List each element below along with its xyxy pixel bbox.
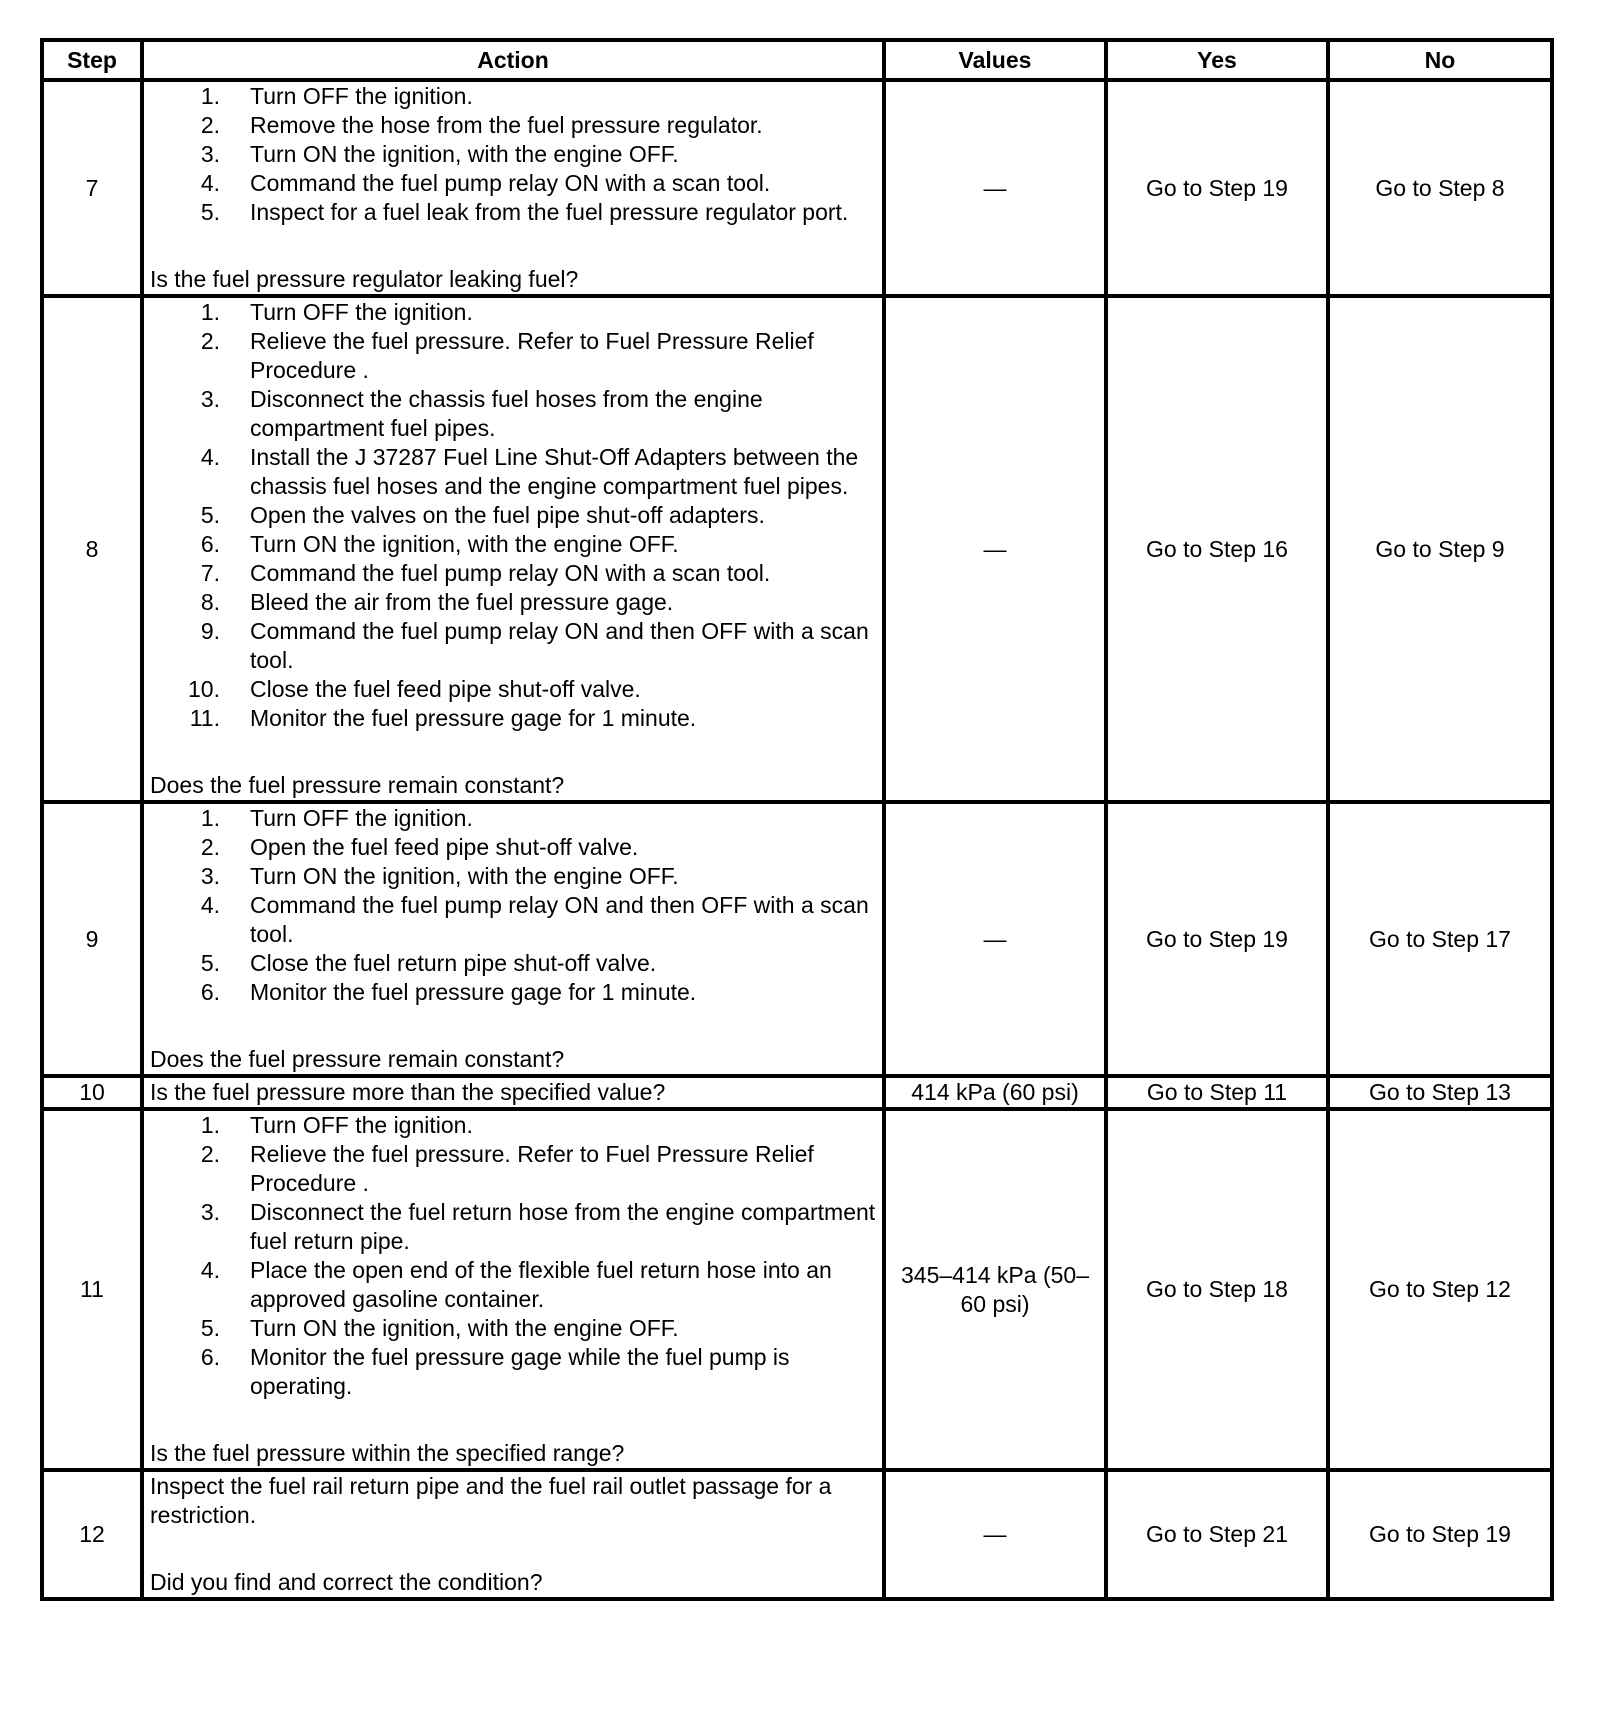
list-item: 2. Relieve the fuel pressure. Refer to Fuel Pressure Relief Procedure .: [200, 1141, 814, 1196]
yes-cell: Go to Step 19: [1106, 80, 1328, 296]
table-row: [42, 1109, 1552, 1470]
value-cell: —: [884, 1470, 1106, 1599]
list-item: 1. Turn OFF the ignition.: [200, 299, 473, 325]
list-item: 11. Monitor the fuel pressure gage for 1 minute.: [189, 705, 697, 731]
list-item: 4. Place the open end of the flexible fuel return hose into an approved gasoline container.: [200, 1257, 832, 1312]
action-cell: [142, 1109, 884, 1470]
list-item: 5. Close the fuel return pipe shut-off valve.: [200, 950, 657, 976]
list-item: 4. Install the J 37287 Fuel Line Shut-Off Adapters between the chassis fuel hoses and the engine compartment fuel pipes.: [200, 444, 859, 499]
value-cell: —: [884, 802, 1106, 1076]
no-cell: Go to Step 12: [1328, 1109, 1552, 1470]
value-cell: 345–414 kPa (50–60 psi): [884, 1109, 1106, 1470]
question-text: Is the fuel pressure regulator leaking fuel?: [150, 266, 579, 292]
action-cell: [142, 802, 884, 1076]
header-step: Step: [42, 40, 142, 80]
question-text: Is the fuel pressure within the specified range?: [150, 1440, 625, 1466]
list-item: 3. Turn ON the ignition, with the engine OFF.: [200, 141, 679, 167]
yes-cell: Go to Step 19: [1106, 802, 1328, 1076]
action-list: [150, 1111, 876, 1401]
list-item: 1. Turn OFF the ignition.: [200, 1112, 473, 1138]
list-item: 2. Remove the hose from the fuel pressure regulator.: [200, 112, 763, 138]
table-row: [42, 802, 1552, 1076]
action-cell: [142, 1076, 884, 1109]
step-number: 12: [42, 1470, 142, 1599]
value-cell: —: [884, 296, 1106, 802]
yes-cell: Go to Step 18: [1106, 1109, 1328, 1470]
question-text: Does the fuel pressure remain constant?: [150, 772, 565, 798]
header-row: [42, 40, 1552, 80]
header-values: Values: [884, 40, 1106, 80]
action-cell: [142, 80, 884, 296]
no-cell: Go to Step 19: [1328, 1470, 1552, 1599]
list-item: 3. Disconnect the chassis fuel hoses from the engine compartment fuel pipes.: [200, 386, 763, 441]
no-cell: Go to Step 13: [1328, 1076, 1552, 1109]
list-item: 5. Inspect for a fuel leak from the fuel pressure regulator port.: [200, 199, 849, 225]
list-item: 3. Disconnect the fuel return hose from the engine compartment fuel return pipe.: [200, 1199, 876, 1254]
no-cell: Go to Step 17: [1328, 802, 1552, 1076]
no-cell: Go to Step 9: [1328, 296, 1552, 802]
value-cell: —: [884, 80, 1106, 296]
yes-cell: Go to Step 21: [1106, 1470, 1328, 1599]
list-item: 1. Turn OFF the ignition.: [200, 805, 473, 831]
header-yes: Yes: [1106, 40, 1328, 80]
question-text: Does the fuel pressure remain constant?: [150, 1046, 565, 1072]
list-item: 4. Command the fuel pump relay ON and then OFF with a scan tool.: [200, 892, 869, 947]
action-list: [150, 804, 876, 1007]
header-no: No: [1328, 40, 1552, 80]
header-action: Action: [142, 40, 884, 80]
list-item: 6. Monitor the fuel pressure gage while the fuel pump is operating.: [200, 1344, 790, 1399]
list-item: 9. Command the fuel pump relay ON and then OFF with a scan tool.: [200, 618, 869, 673]
step-number: 10: [42, 1076, 142, 1109]
yes-cell: Go to Step 16: [1106, 296, 1328, 802]
action-cell: [142, 1470, 884, 1599]
list-item: 2. Open the fuel feed pipe shut-off valve.: [200, 834, 639, 860]
action-list: [150, 298, 876, 733]
list-item: 10. Close the fuel feed pipe shut-off valve.: [188, 676, 641, 702]
step-number: 11: [42, 1109, 142, 1470]
list-item: 5. Open the valves on the fuel pipe shut-off adapters.: [200, 502, 765, 528]
action-list: [150, 82, 876, 227]
action-text: Inspect the fuel rail return pipe and the fuel rail outlet passage for a restriction.: [150, 1473, 832, 1528]
question-text: Did you find and correct the condition?: [150, 1569, 543, 1595]
question-text: Is the fuel pressure more than the specified value?: [150, 1079, 666, 1105]
list-item: 8. Bleed the air from the fuel pressure gage.: [200, 589, 674, 615]
yes-cell: Go to Step 11: [1106, 1076, 1328, 1109]
list-item: 4. Command the fuel pump relay ON with a scan tool.: [200, 170, 771, 196]
list-item: 6. Turn ON the ignition, with the engine OFF.: [200, 531, 679, 557]
diagnostic-table: [40, 38, 1554, 1601]
step-number: 8: [42, 296, 142, 802]
list-item: 5. Turn ON the ignition, with the engine OFF.: [200, 1315, 679, 1341]
list-item: 2. Relieve the fuel pressure. Refer to Fuel Pressure Relief Procedure .: [200, 328, 814, 383]
step-number: 9: [42, 802, 142, 1076]
no-cell: Go to Step 8: [1328, 80, 1552, 296]
table-row: [42, 1470, 1552, 1599]
table-row: [42, 1076, 1552, 1109]
table-row: [42, 80, 1552, 296]
step-number: 7: [42, 80, 142, 296]
list-item: 6. Monitor the fuel pressure gage for 1 minute.: [200, 979, 697, 1005]
list-item: 3. Turn ON the ignition, with the engine OFF.: [200, 863, 679, 889]
list-item: 7. Command the fuel pump relay ON with a scan tool.: [200, 560, 771, 586]
value-cell: 414 kPa (60 psi): [884, 1076, 1106, 1109]
action-cell: [142, 296, 884, 802]
table-row: [42, 296, 1552, 802]
list-item: 1. Turn OFF the ignition.: [200, 83, 473, 109]
